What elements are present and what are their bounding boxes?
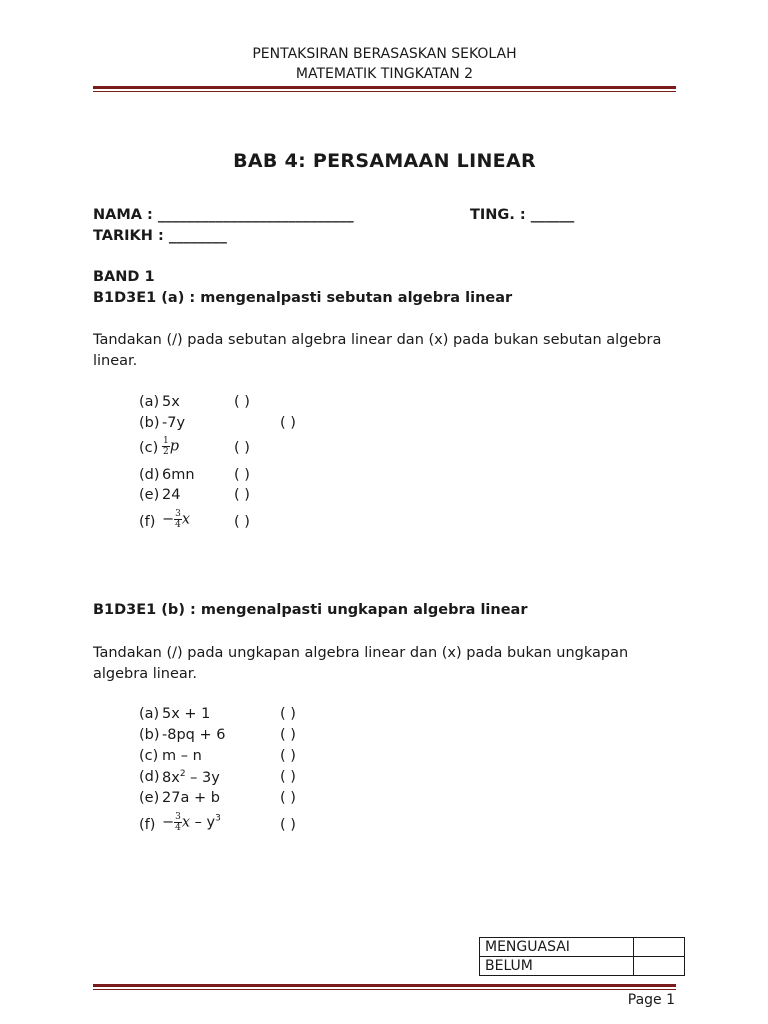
not-mastered-checkbox-cell[interactable] xyxy=(634,957,685,976)
fraction: $\frac{3}{4}$ xyxy=(175,812,181,833)
item-label: (a) xyxy=(139,706,160,722)
not-mastered-label: BELUM xyxy=(480,957,634,976)
tarikh-field: TARIKH : ________ xyxy=(93,228,227,244)
item-label: (a) xyxy=(139,394,160,410)
answer-brackets: ( ) xyxy=(234,440,250,456)
item-label: (c) xyxy=(139,748,159,764)
answer-brackets: ( ) xyxy=(280,748,296,764)
mastery-label: MENGUASAI xyxy=(480,938,634,957)
item-expression: − $\frac{3}{4}$ x – $y^3$ xyxy=(162,812,221,833)
list-item xyxy=(139,769,359,789)
list-item xyxy=(139,394,359,414)
answer-brackets: ( ) xyxy=(234,394,250,410)
section-a-instruction: Tandakan (/) pada sebutan algebra linear dan (x) pada bukan sebutan algebra linear. xyxy=(93,332,662,369)
nama-field: NAMA : ___________________________ xyxy=(93,207,354,223)
list-item xyxy=(139,509,359,535)
document-header xyxy=(93,44,676,84)
section-b-heading: B1D3E1 (b) : mengenalpasti ungkapan algebra linear xyxy=(93,602,528,618)
item-label: (e) xyxy=(139,790,160,806)
item-label: (d) xyxy=(139,769,160,785)
item-expression: 5x xyxy=(162,394,180,410)
item-expression: -7y xyxy=(162,415,186,431)
item-expression: − $\frac{3}{4}$ x xyxy=(162,509,191,530)
item-label: (f) xyxy=(139,514,156,530)
page-title: BAB 4: PERSAMAAN LINEAR xyxy=(233,150,536,172)
list-item xyxy=(139,812,359,838)
item-expression: 24 xyxy=(162,487,181,503)
fraction: $\frac{1}{2}$ xyxy=(163,436,169,457)
answer-brackets: ( ) xyxy=(280,817,296,833)
item-expression: 27a + b xyxy=(162,790,220,806)
table-row xyxy=(480,957,685,976)
item-label: (c) xyxy=(139,440,159,456)
item-label: (f) xyxy=(139,817,156,833)
page-number: Page 1 xyxy=(627,992,675,1008)
header-line-1: PENTAKSIRAN BERASASKAN SEKOLAH xyxy=(252,46,517,62)
item-expression: -8pq + 6 xyxy=(162,727,226,743)
list-item xyxy=(139,727,359,747)
item-label: (e) xyxy=(139,487,160,503)
list-item xyxy=(139,706,359,726)
answer-brackets: ( ) xyxy=(280,706,296,722)
item-label: (d) xyxy=(139,467,160,483)
item-expression: 6mn xyxy=(162,467,195,483)
list-item xyxy=(139,415,359,435)
list-item xyxy=(139,748,359,768)
mastery-table xyxy=(479,937,685,976)
item-expression: $8x^2 - 3y$ xyxy=(162,769,220,786)
section-a-heading: B1D3E1 (a) : mengenalpasti sebutan algebra linear xyxy=(93,290,513,306)
list-item xyxy=(139,487,359,507)
item-label: (b) xyxy=(139,415,160,431)
list-item xyxy=(139,467,359,487)
band-label: BAND 1 xyxy=(93,269,155,285)
header-rule xyxy=(93,86,676,92)
answer-brackets: ( ) xyxy=(280,769,296,785)
header-line-2: MATEMATIK TINGKATAN 2 xyxy=(295,66,474,82)
item-label: (b) xyxy=(139,727,160,743)
fraction: $\frac{3}{4}$ xyxy=(175,509,181,530)
list-item xyxy=(139,436,359,462)
list-item xyxy=(139,790,359,810)
ting-field: TING. : ______ xyxy=(470,207,575,223)
item-expression: 5x + 1 xyxy=(162,706,211,722)
answer-brackets: ( ) xyxy=(234,467,250,483)
answer-brackets: ( ) xyxy=(280,415,296,431)
table-row xyxy=(480,938,685,957)
answer-brackets: ( ) xyxy=(234,514,250,530)
footer-rule xyxy=(93,984,676,990)
mastery-checkbox-cell[interactable] xyxy=(634,938,685,957)
answer-brackets: ( ) xyxy=(234,487,250,503)
item-expression: m – n xyxy=(162,748,202,764)
answer-brackets: ( ) xyxy=(280,727,296,743)
section-b-instruction: Tandakan (/) pada ungkapan algebra linear dan (x) pada bukan ungkapan algebra linear. xyxy=(93,645,629,682)
item-expression: $\frac{1}{2}$ p xyxy=(163,436,180,457)
answer-brackets: ( ) xyxy=(280,790,296,806)
